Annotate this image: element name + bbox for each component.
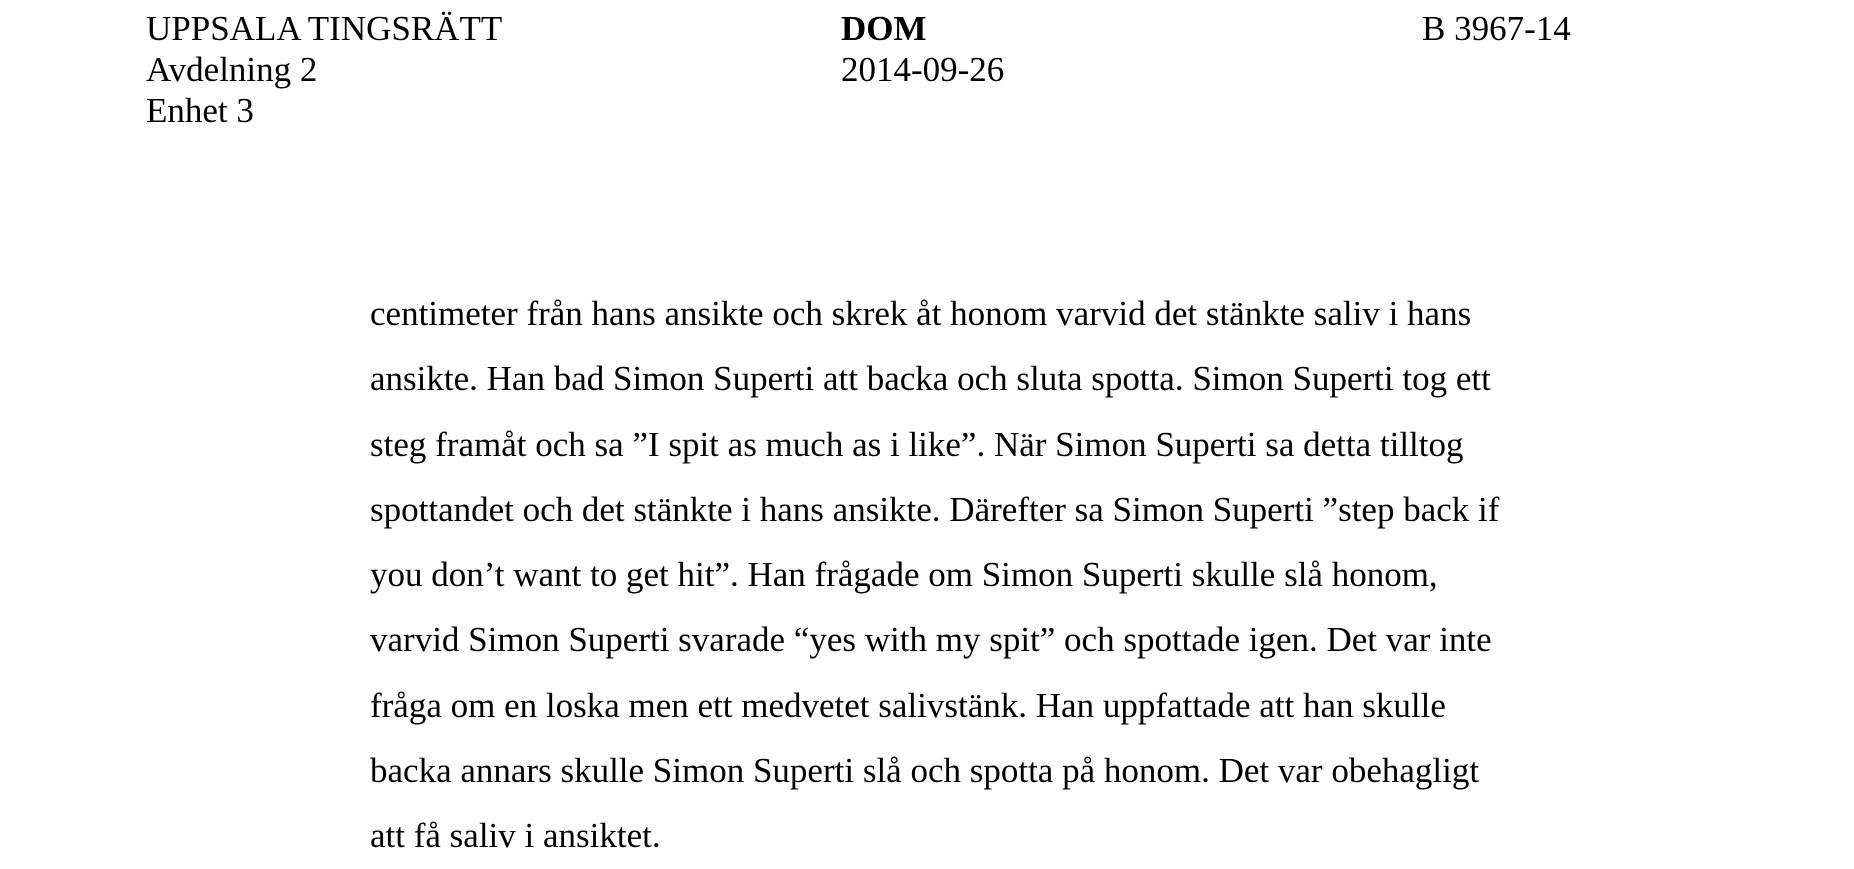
document-type-block — [841, 8, 1004, 90]
court-header-block — [146, 8, 502, 131]
body-line: att få saliv i ansiktet. — [370, 816, 661, 856]
case-number-block — [1422, 8, 1571, 49]
document-type: DOM — [841, 9, 927, 48]
body-line: backa annars skulle Simon Superti slå och spotta på honom. Det var obehagligt — [370, 751, 1480, 791]
judgment-body-text — [370, 281, 1610, 869]
court-unit: Enhet 3 — [146, 91, 254, 130]
body-line: steg framåt och sa ”I spit as much as i like”. När Simon Superti sa detta tilltog — [370, 424, 1464, 464]
body-line: ansikte. Han bad Simon Superti att backa och sluta spotta. Simon Superti tog ett — [370, 359, 1491, 399]
document-date: 2014-09-26 — [841, 50, 1005, 89]
body-line: centimeter från hans ansikte och skrek åt honom varvid det stänkte saliv i hans — [370, 294, 1472, 333]
body-line: fråga om en loska men ett medvetet salivstänk. Han uppfattade att han skulle — [370, 685, 1446, 725]
court-name: UPPSALA TINGSRÄTT — [146, 9, 503, 48]
body-line: you don’t want to get hit”. Han frågade om Simon Superti skulle slå honom, — [370, 555, 1438, 595]
body-line: spottandet och det stänkte i hans ansikte. Därefter sa Simon Superti ”step back if — [370, 489, 1500, 529]
body-line: varvid Simon Superti svarade “yes with my spit” och spottade igen. Det var inte — [370, 620, 1492, 660]
case-number: B 3967-14 — [1422, 9, 1571, 48]
court-division: Avdelning 2 — [146, 50, 318, 89]
